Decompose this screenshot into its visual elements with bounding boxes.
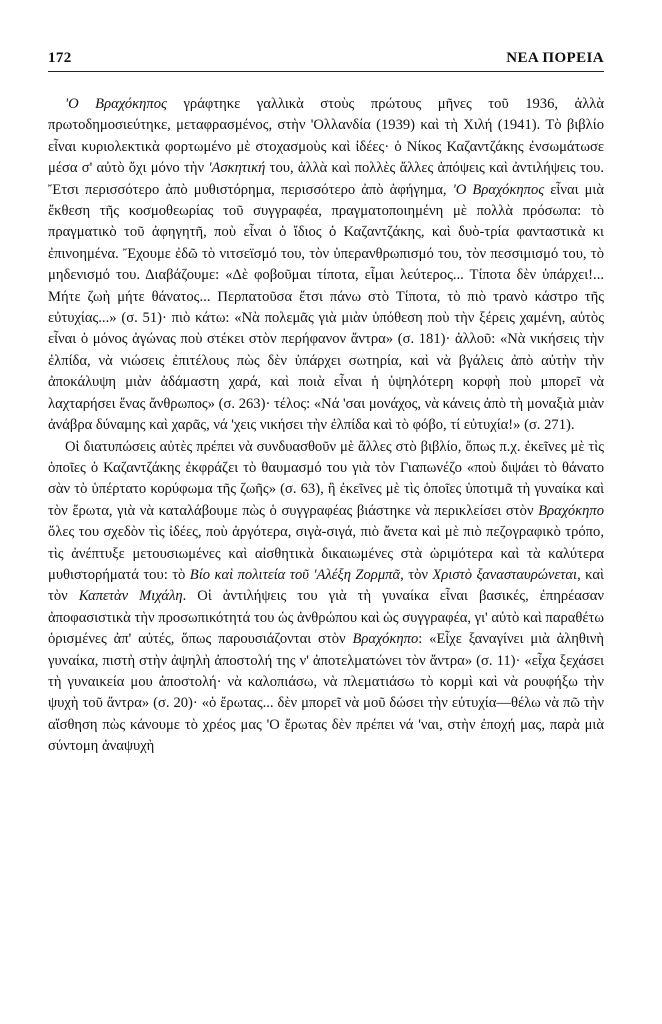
page — [48, 50, 604, 758]
text-run: Οἱ διατυπώσεις αὐτὲς πρέπει νὰ συνδυασθοῦν μὲ ἄλλες στὸ βιβλίο, ὅπως π.χ. ἐκεῖνες μὲ τὶς ὁποῖες ὁ Καζαντζάκης ἐκφράζει τὸ θαυμασμό του γιὰ τὸν Γιαπωνέζο «ποὺ διψάει τὸ θάνατο σὰν τὸ ὑπέρτατο κορύφωμα τῆς ζωῆς» (σ. 63), ἢ ἐκεῖνες μὲ τὶς ὁποῖες ὑποτιμᾶ τὴ γυναίκα καὶ τὸν ἔρωτα, γιὰ νὰ καταλάβουμε πὼς ὁ συγγραφέας βιάστηκε νὰ περικλείσει στὸν — [48, 438, 604, 519]
text-run: , καὶ τὸν — [48, 566, 604, 605]
text-run: . Οἱ ἀντιλήψεις του γιὰ τὴ γυναίκα εἶναι βασικές, ἐπηρέασαν ἀποφασιστικὰ τὴν προσωπικότητά του ὡς ἀνθρώπου καὶ ὡς συγγραφέα, γι' αὐτὸ καὶ παραθέτω ὁρισμένες ἀπ' αὐτές, ὅπως παρουσιάζονται στὸν — [48, 588, 604, 648]
italic-title-text: Βραχόκηπο — [538, 502, 604, 519]
running-head — [48, 50, 604, 72]
italic-title-text: Χριστὸ ξανασταυρώνεται — [432, 566, 578, 583]
italic-title-text: 'Ο Βραχόκηπος — [452, 181, 545, 198]
italic-title-text: 'Ο Βραχόκηπος — [65, 96, 167, 112]
italic-title-text: Καπετὰν Μιχάλη — [78, 588, 183, 605]
italic-title-text: Βίο καὶ πολιτεία τοῦ 'Αλέξη Ζορμπᾶ — [189, 566, 401, 583]
text-run: : «Εἶχε ξαναγίνει μιὰ ἀληθινὴ γυναίκα, πιστὴ στὴν ἀψηλὴ ἀποστολή της ν' ἀποτελματώνει τὸν ἄντρα» (σ. 11)· «εἶχα ξεχάσει τὴ γυναικεία μου ἀποστολή· νὰ καλοπιάσω, νὰ πλεματιάσω τὸ κορμὶ καὶ νὰ ρουφήξω τὴν ψυχὴ τοῦ ἄντρα» (σ. 20)· «ὁ ἔρωτας... δὲν μπορεῖ νὰ μοῦ δώσει τὴν εὐτυχία—θέλω νὰ πῶ τὴν αἴσθηση πὼς κάνουμε τὸ χρέος μας 'Ο ἔρωτας δὲν πρέπει νά 'ναι, στὴν ἐποχή μας, παρὰ μιὰ σύντομη ἀναψυχὴ — [48, 631, 604, 755]
journal-title: ΝΕΑ ΠΟΡΕΙΑ — [506, 50, 604, 66]
text-run: ὅλες του σχεδὸν τὶς ἰδέες, ποὺ ἀργότερα, σιγὰ-σιγά, πιὸ ἄνετα καὶ μὲ πιὸ πεζογραφικὸ τρόπο, τὶς ἀνέπτυξε μετουσιωμένες καὶ αἰσθητικὰ δικαιωμένες στὰ ὡριμότερα καὶ τὰ καλύτερα μυθιστορήματά του: τὸ — [48, 524, 604, 583]
text-run: , τὸν — [400, 566, 433, 583]
text-run: του, ἀλλὰ καὶ πολλὲς ἄλλες ἀπόψεις καὶ ἀντιλήψεις του. Ἔτσι περισσότερο ἀπὸ μυθιστόρημα, περισσότερο ἀπὸ ἀφήγημα, — [48, 160, 604, 198]
paragraph — [48, 437, 604, 758]
paragraph — [48, 94, 604, 437]
italic-title-text: Βραχόκηπο — [352, 631, 419, 648]
page-number: 172 — [48, 50, 72, 66]
italic-title-text: 'Ασκητική — [208, 160, 266, 177]
text-run: εἶναι μιὰ ἔκθεση τῆς κοσμοθεωρίας τοῦ συγγραφέα, πραγματοποιημένη μὲ πολλὰ πρόσωπα: τὸ πραγματικὸ τοῦ ἀφηγητῆ, ποὺ εἶναι ὁ ἴδιος ὁ Καζαντζάκης, καὶ δυὸ-τρία φανταστικὰ κι ἐπινοημένα. Ἔχουμε ἐδῶ τὸ νιτσεϊσμό του, τὸν ὑπερανθρωπισμό του, τὸν πεσσιμισμό του, τὸ μηδενισμό του. Διαβάζουμε: «Δὲ φοβοῦμαι τίποτα, εἶμαι λεύτερος... Τίποτα δὲν ὑπάρχει!... Μήτε ζωὴ μήτε θάνατος... Περπατοῦσα ἔτσι πάνω στὸ Τίποτα, τὸ πιὸ τρανὸ κάστρο τῆς εὐτυχίας...» (σ. 51)· πιὸ κάτω: «Νὰ πολεμᾶς γιὰ μιὰν ὑπόθεση ποὺ τὴν ξέρεις χαμένη, αὐτὸς εἶναι ὁ μόνος ἀγώνας ποὺ στέκει στὸν περήφανον ἄντρα» (σ. 181)· ἀλλοῦ: «Νὰ νικήσεις τὴν ἐλπίδα, νὰ νιώσεις ἐπιτέλους πὼς δὲν ὑπάρχει σωτηρία, καὶ νὰ βγάλεις ἀπὸ αὐτὴν τὴν ἀποκάλυψη μιὰν ἀδάμαστη χαρά, καὶ ποιὰ εἶναι ἡ ὑψηλότερη κορφὴ ποὺ μπορεῖ νὰ λαχταρήσει ἕνας ἄνθρωπος» (σ. 263)· τέλος: «Νά 'σαι μονάχος, νὰ κάνεις ἀπὸ τὴ μοναξιὰ μιὰν ἀνάβρα δύναμης καὶ χαρᾶς, νά 'χεις νικήσει τὴν ἐλπίδα καὶ τὸ φόβο, τί εὐτυχία!» (σ. 271). — [48, 181, 605, 434]
text-run: γράφτηκε γαλλικὰ στοὺς πρώτους μῆνες τοῦ 1936, ἀλλὰ πρωτοδημοσιεύτηκε, μεταφρασμένος, στὴν 'Ολλανδία (1939) καὶ τὴ Χιλή (1941). Τὸ βιβλίο εἶναι κυριολεκτικὰ φορτωμένο μὲ στοχασμοὺς καὶ ἰδέες· ὁ Νίκος Καζαντζάκης ἐνσωμάτωσε μέσα σ' αὐτὸ ὄχι μόνο τὴν — [48, 96, 604, 177]
article-body — [48, 94, 604, 758]
